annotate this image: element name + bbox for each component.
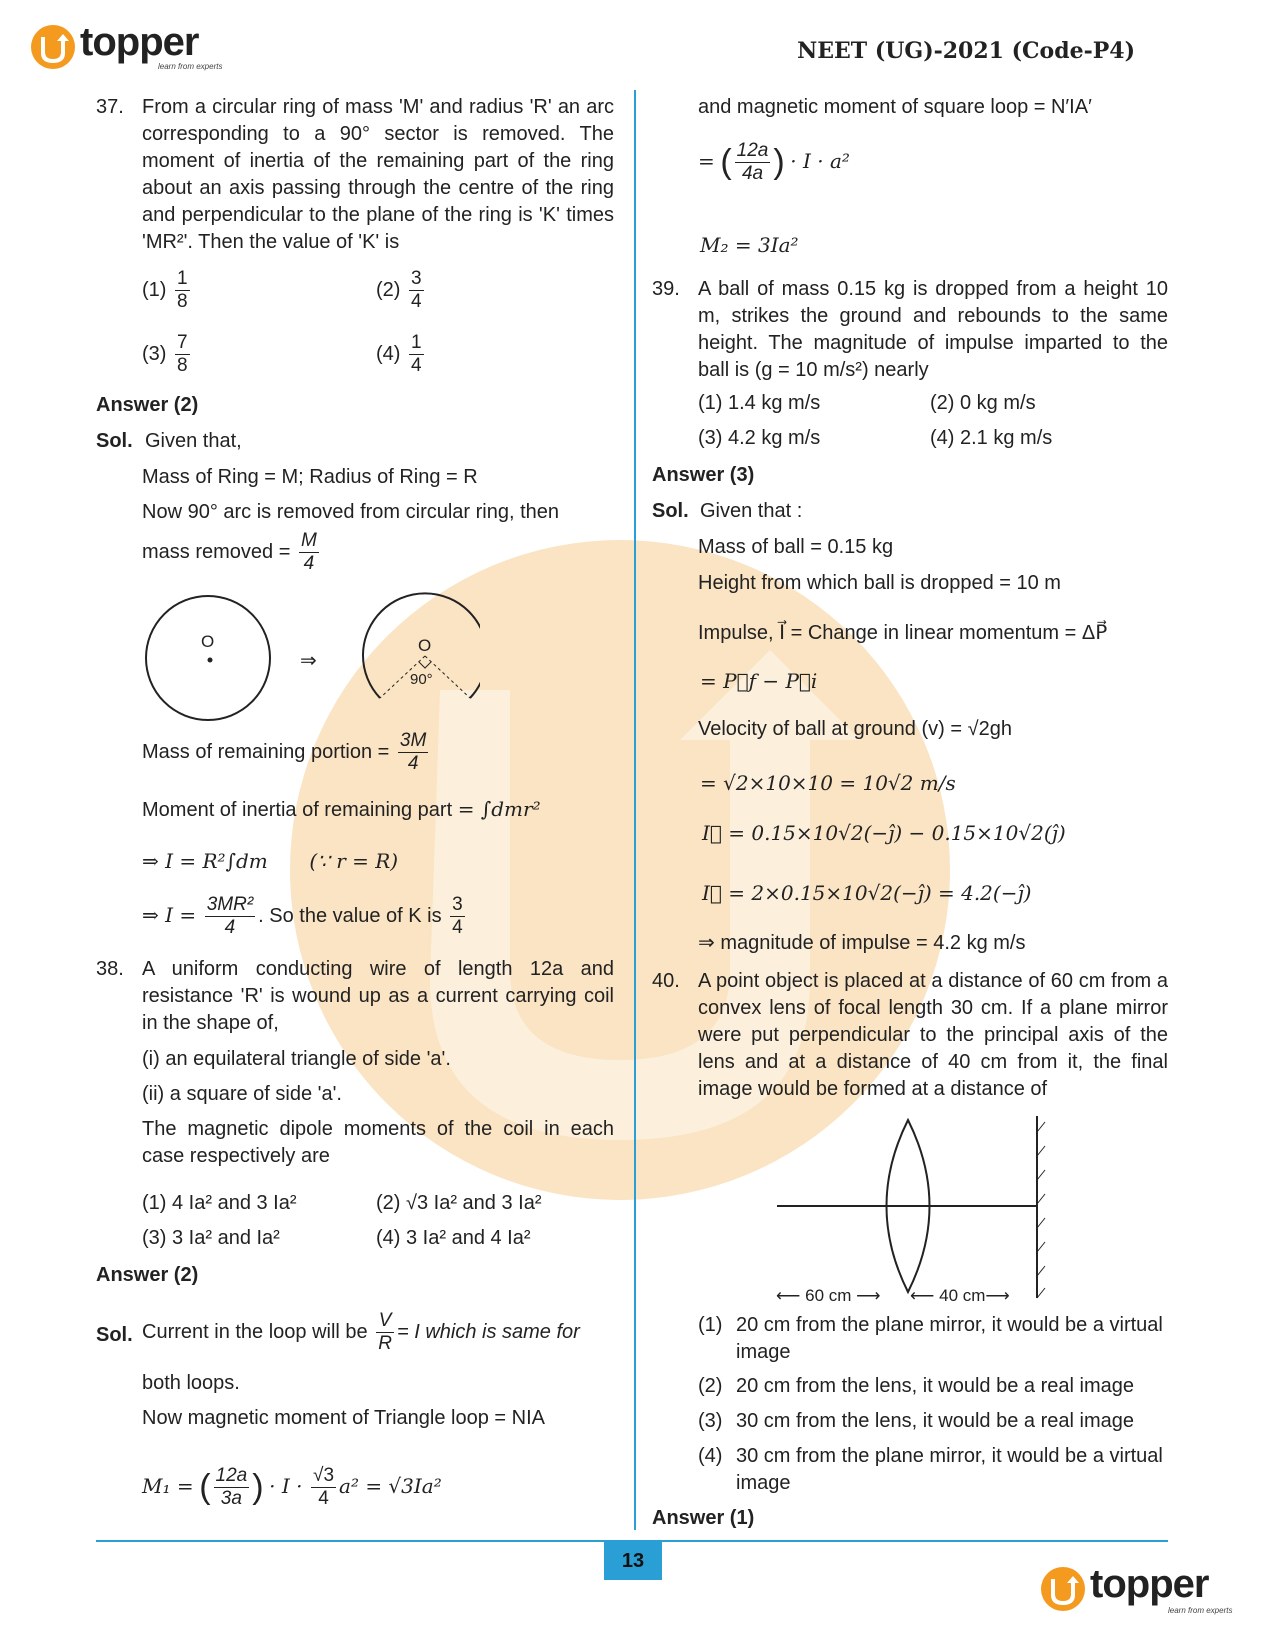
ring-center-label-1: O	[201, 632, 215, 651]
q40-option-1: 20 cm from the plane mirror, it would be a virtual image	[736, 1314, 1163, 1363]
page-number: 13	[621, 1550, 645, 1572]
q39-option-3: (3) 4.2 kg m/s	[698, 427, 821, 449]
q39-sol-line7: I⃗ = 0.15×10√2(−ĵ) − 0.15×10√2(ĵ)	[702, 821, 1066, 845]
q40-text: A point object is placed at a distance of 60 cm from a convex lens of focal length 30 cm. If a plane mirror were put perpendicular to the principal axis of the lens and at a distance of 40 cm from it, the final image would be formed at a distance of	[698, 970, 1168, 1100]
q39-sol-line5: Velocity of ball at ground (v) = √2gh	[698, 718, 1012, 740]
q40-option-1-num: (1)	[698, 1314, 723, 1336]
q40-option-4: 30 cm from the plane mirror, it would be a virtual image	[736, 1445, 1163, 1494]
q38-option-2: (2) √3 Ia² and 3 Ia²	[376, 1192, 542, 1214]
q37-sol-given: Given that,	[145, 430, 242, 452]
fig-60cm-label: 60 cm	[805, 1286, 852, 1305]
footer-brand: topper	[1090, 1562, 1209, 1606]
footer-topper-logo-icon	[1040, 1566, 1086, 1612]
q38-text: A uniform conducting wire of length 12a and resistance 'R' is wound up as a current carrying coil in the shape of,	[142, 958, 614, 1034]
exam-title: NEET (UG)-2021 (Code-P4)	[797, 38, 1135, 64]
q38-sol-line1: Current in the loop will be $\frac{V}{R}$ = I which is same for	[142, 1310, 580, 1354]
q38-case-i: (i) an equilateral triangle of side 'a'.	[142, 1048, 451, 1070]
q37-option-4: (4) $\frac{1}{4}$	[376, 332, 422, 376]
q38-text2: The magnetic dipole moments of the coil in each case respectively are	[142, 1118, 614, 1167]
q39-text: A ball of mass 0.15 kg is dropped from a height 10 m, strikes the ground and rebounds to the same height. The magnitude of impulse imparted to the ball is (g = 10 m/s²) nearly	[698, 278, 1168, 381]
fig-40cm-label: 40 cm	[939, 1286, 986, 1305]
q37-sol-line3: mass removed = $\frac{M}{4}$	[142, 530, 317, 574]
q39-option-2: (2) 0 kg m/s	[930, 392, 1036, 414]
q37-option-3: (3) $\frac{7}{8}$	[142, 332, 188, 376]
q38-number: 38.	[96, 958, 124, 980]
topper-logo-icon	[30, 24, 76, 70]
q39-number: 39.	[652, 278, 680, 300]
q38-cont-m2: M₂ = 3Ia²	[700, 233, 799, 257]
ring-arrow: ⇒	[300, 650, 317, 672]
q38-sol-line2: both loops.	[142, 1372, 240, 1394]
fig-60cm-dimension: ⟵ 60 cm ⟶	[776, 1286, 881, 1305]
q40-answer: Answer (1)	[652, 1507, 755, 1529]
q39-sol-line3: Impulse, I⃗ = Change in linear momentum = ΔP⃗	[698, 622, 1108, 644]
q37-sol-label: Sol.	[96, 430, 133, 452]
q37-sol-line6: ⇒ I = R²∫dm (∵ r = R)	[142, 849, 399, 873]
q37-text: From a circular ring of mass 'M' and radius 'R' an arc corresponding to a 90° sector is removed. The moment of inertia of the remaining part of the ring about an axis passing through the centre of the ring and perpendicular to the plane of the ring is 'K' times 'MR²'. Then the value of 'K' is	[142, 96, 614, 253]
q38-case-ii: (ii) a square of side 'a'.	[142, 1083, 342, 1105]
q37-sol-line5: Moment of inertia of remaining part = ∫dmr²	[142, 797, 541, 821]
header-brand: topper	[80, 20, 199, 64]
q38-sol-m1: M₁ = ( $\frac{12a}{3a}$ ) · I · $\frac{√3}{4}$ a² = √3Ia²	[142, 1465, 442, 1509]
q38-option-3: (3) 3 Ia² and Ia²	[142, 1227, 280, 1249]
q40-option-4-num: (4)	[698, 1445, 723, 1467]
q39-sol-line1: Mass of ball = 0.15 kg	[698, 536, 894, 558]
q38-cont-line2: = ( $\frac{12a}{4a}$ ) · I · a²	[698, 140, 850, 184]
q39-answer: Answer (3)	[652, 464, 755, 486]
q39-sol-line9: ⇒ magnitude of impulse = 4.2 kg m/s	[698, 932, 1026, 954]
q40-number: 40.	[652, 970, 680, 992]
q39-sol-line8: I⃗ = 2×0.15×10√2(−ĵ) = 4.2(−ĵ)	[702, 881, 1032, 905]
column-divider	[634, 90, 636, 1530]
footer-tagline: learn from experts	[1168, 1606, 1233, 1615]
q37-option-1: (1) $\frac{1}{8}$	[142, 268, 188, 312]
q40-option-3-num: (3)	[698, 1410, 723, 1432]
q39-sol-line6: = √2×10×10 = 10√2 m/s	[700, 771, 956, 795]
q39-sol-label: Sol.	[652, 500, 689, 522]
ring-angle-label: 90°	[410, 671, 433, 688]
fig-40cm-dimension: ⟵ 40 cm⟶	[910, 1286, 1010, 1305]
header-tagline: learn from experts	[158, 62, 223, 71]
page-number-box	[604, 1542, 662, 1580]
q39-option-1: (1) 1.4 kg m/s	[698, 392, 821, 414]
q37-sol-line4: Mass of remaining portion = $\frac{3M}{4}$	[142, 730, 427, 774]
q39-sol-given: Given that :	[700, 500, 803, 522]
q40-option-2: 20 cm from the lens, it would be a real image	[736, 1375, 1134, 1397]
q38-answer: Answer (2)	[96, 1264, 199, 1286]
q38-sol-label: Sol.	[96, 1324, 133, 1346]
lens-mirror-figure	[775, 1112, 1055, 1302]
q38-option-1: (1) 4 Ia² and 3 Ia²	[142, 1192, 297, 1214]
q37-answer: Answer (2)	[96, 394, 199, 416]
q37-sol-line2: Now 90° arc is removed from circular ring, then	[142, 501, 560, 523]
q37-sol-line1: Mass of Ring = M; Radius of Ring = R	[142, 466, 478, 488]
q38-sol-line3: Now magnetic moment of Triangle loop = NIA	[142, 1407, 545, 1429]
q38-cont-line1: and magnetic moment of square loop = N′IA′	[698, 96, 1092, 118]
q38-option-4: (4) 3 Ia² and 4 Ia²	[376, 1227, 531, 1249]
q37-number: 37.	[96, 96, 124, 118]
q39-sol-line2: Height from which ball is dropped = 10 m	[698, 572, 1061, 594]
q37-sol-line7: ⇒ I = $\frac{\text{3MR²}}{4}$ . So the value of K is $\frac{3}{4}$	[142, 894, 463, 938]
header-logo	[28, 20, 228, 75]
q40-option-3: 30 cm from the lens, it would be a real image	[736, 1410, 1134, 1432]
footer-logo	[1040, 1560, 1240, 1620]
q39-sol-line4: = P⃗f − P⃗i	[700, 669, 818, 693]
q39-option-4: (4) 2.1 kg m/s	[930, 427, 1053, 449]
q40-option-2-num: (2)	[698, 1375, 723, 1397]
ring-center-label-2: O	[418, 636, 432, 655]
q37-option-2: (2) $\frac{3}{4}$	[376, 268, 422, 312]
